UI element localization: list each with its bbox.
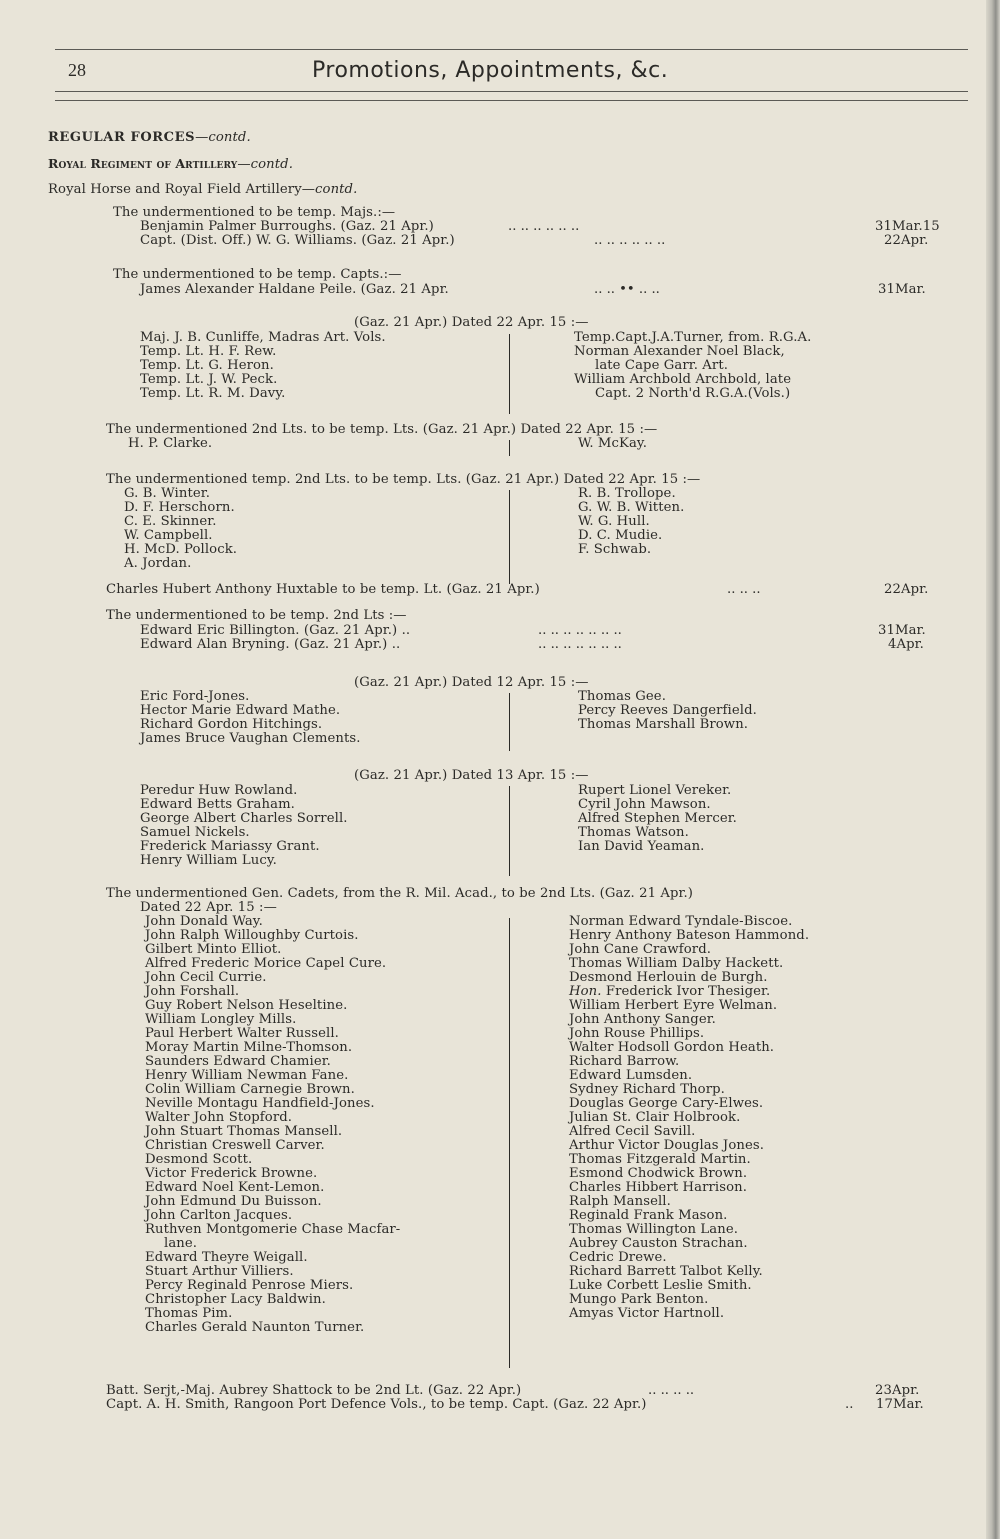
cadet-name: John Cecil Currie.	[145, 970, 267, 985]
cadet-name: Victor Frederick Browne.	[145, 1166, 318, 1181]
heading-royal-horse-field-artillery: Royal Horse and Royal Field Artillery—contd.	[48, 182, 358, 197]
entry-date: 17Mar.	[876, 1397, 924, 1412]
name-entry: Thomas Marshall Brown.	[578, 717, 749, 732]
cadet-name: Richard Barrett Talbot Kelly.	[569, 1264, 763, 1279]
cadet-name: John Edmund Du Buisson.	[145, 1194, 322, 1209]
leader-dots: .. .. .. .. .. .. ..	[538, 623, 622, 638]
name-entry: Temp.Capt.J.A.Turner, from. R.G.A.	[574, 330, 812, 345]
cadet-name: Richard Barrow.	[569, 1054, 680, 1069]
leader-dots: .. .. .. .. .. .. ..	[538, 637, 622, 652]
column-divider	[509, 918, 510, 1368]
book-spine-edge	[986, 0, 1000, 1539]
leader-dots: .. .. .. .. .. ..	[594, 233, 666, 248]
column-divider	[509, 440, 510, 456]
name-entry: Thomas Watson.	[578, 825, 689, 840]
entry-date: 22Apr.	[884, 233, 929, 248]
column-divider	[509, 490, 510, 584]
name-entry: Temp. Lt. J. W. Peck.	[140, 372, 278, 387]
entry-text: Capt. (Dist. Off.) W. G. Williams. (Gaz. 21 Apr.)	[140, 233, 455, 248]
cadet-name: Edward Theyre Weigall.	[145, 1250, 308, 1265]
header-top-rule	[55, 49, 968, 50]
name-entry: D. F. Herschorn.	[124, 500, 235, 515]
cadet-name: Ruthven Montgomerie Chase Macfar-	[145, 1222, 401, 1237]
cadet-name: Desmond Herlouin de Burgh.	[569, 970, 768, 985]
name-entry: Temp. Lt. G. Heron.	[140, 358, 274, 373]
cadet-name: Henry William Newman Fane.	[145, 1068, 349, 1083]
cadet-name: Henry Anthony Bateson Hammond.	[569, 928, 810, 943]
heading-regular-forces: REGULAR FORCES—contd.	[48, 130, 251, 145]
cadet-name: John Carlton Jacques.	[145, 1208, 293, 1223]
name-entry: Temp. Lt. R. M. Davy.	[140, 386, 286, 401]
cadet-name: Desmond Scott.	[145, 1152, 253, 1167]
name-entry: Henry William Lucy.	[140, 853, 277, 868]
cadet-name: Walter John Stopford.	[145, 1110, 293, 1125]
name-entry: James Bruce Vaughan Clements.	[140, 731, 361, 746]
entry-text: Edward Eric Billington. (Gaz. 21 Apr.) ..	[140, 623, 411, 638]
entry-date: 31Mar.	[878, 282, 926, 297]
cadet-name: Alfred Cecil Savill.	[569, 1124, 696, 1139]
name-entry: Eric Ford-Jones.	[140, 689, 250, 704]
cadet-name: Julian St. Clair Holbrook.	[569, 1110, 741, 1125]
name-entry: Cyril John Mawson.	[578, 797, 711, 812]
cadet-name: Luke Corbett Leslie Smith.	[569, 1278, 752, 1293]
name-entry: Maj. J. B. Cunliffe, Madras Art. Vols.	[140, 330, 386, 345]
name-entry: A. Jordan.	[124, 556, 192, 571]
cadet-name: Colin William Carnegie Brown.	[145, 1082, 355, 1097]
cadet-name: John Anthony Sanger.	[569, 1012, 716, 1027]
cadet-name: William Herbert Eyre Welman.	[569, 998, 778, 1013]
cadet-name-continuation: lane.	[164, 1236, 198, 1251]
name-entry: W. Campbell.	[124, 528, 213, 543]
name-entry: C. E. Skinner.	[124, 514, 217, 529]
column-divider	[509, 334, 510, 414]
name-entry: Thomas Gee.	[578, 689, 666, 704]
cadet-name: Paul Herbert Walter Russell.	[145, 1026, 339, 1041]
leader-dots: .. .. .. .. .. ..	[508, 219, 580, 234]
leader-dots: .. .. ..	[727, 582, 761, 597]
leader-dots: .. .. .. ..	[648, 1383, 695, 1398]
cadet-name: Neville Montagu Handfield-Jones.	[145, 1096, 375, 1111]
section-intro-capts: The undermentioned to be temp. Capts.:—	[113, 267, 402, 282]
name-entry: R. B. Trollope.	[578, 486, 676, 501]
cadet-name: Thomas Fitzgerald Martin.	[569, 1152, 751, 1167]
cadet-name: John Rouse Phillips.	[569, 1026, 705, 1041]
cadet-name: Thomas William Dalby Hackett.	[569, 956, 784, 971]
entry-text: Charles Hubert Anthony Huxtable to be temp. Lt. (Gaz. 21 Apr.)	[106, 582, 540, 597]
cadet-name: Christian Creswell Carver.	[145, 1138, 325, 1153]
entry-date: 23Apr.	[875, 1383, 920, 1398]
cadet-name: John Stuart Thomas Mansell.	[145, 1124, 343, 1139]
name-entry: G. W. B. Witten.	[578, 500, 685, 515]
cadet-name: Saunders Edward Chamier.	[145, 1054, 331, 1069]
cadet-name: John Ralph Willoughby Curtois.	[145, 928, 359, 943]
leader-dots: .. .. •• .. ..	[594, 282, 660, 297]
name-entry: Alfred Stephen Mercer.	[578, 811, 737, 826]
cadet-name: Douglas George Cary-Elwes.	[569, 1096, 764, 1111]
cadet-name: Thomas Pim.	[145, 1306, 233, 1321]
section-intro: The undermentioned Gen. Cadets, from the R. Mil. Acad., to be 2nd Lts. (Gaz. 21 Apr.)	[106, 886, 694, 901]
header-rule-1	[55, 91, 968, 92]
name-entry: H. McD. Pollock.	[124, 542, 238, 557]
cadet-name: Moray Martin Milne-Thomson.	[145, 1040, 353, 1055]
name-entry: Frederick Mariassy Grant.	[140, 839, 320, 854]
name-entry: Percy Reeves Dangerfield.	[578, 703, 757, 718]
cadet-name: Edward Noel Kent-Lemon.	[145, 1180, 325, 1195]
cadet-name: Charles Gerald Naunton Turner.	[145, 1320, 365, 1335]
cadet-name: John Donald Way.	[145, 914, 263, 929]
section-intro-majs: The undermentioned to be temp. Majs.:—	[113, 205, 396, 220]
group-header: (Gaz. 21 Apr.) Dated 13 Apr. 15 :—	[354, 768, 589, 783]
name-entry: G. B. Winter.	[124, 486, 211, 501]
page-number: 28	[68, 60, 86, 80]
name-entry: Richard Gordon Hitchings.	[140, 717, 323, 732]
name-entry: George Albert Charles Sorrell.	[140, 811, 348, 826]
cadet-name: Walter Hodsoll Gordon Heath.	[569, 1040, 775, 1055]
cadet-name: Amyas Victor Hartnoll.	[569, 1306, 725, 1321]
header-rule-2	[55, 100, 968, 101]
running-title: Promotions, Appointments, &c.	[312, 58, 669, 83]
cadet-name: Esmond Chodwick Brown.	[569, 1166, 748, 1181]
cadet-name: Reginald Frank Mason.	[569, 1208, 728, 1223]
name-entry: Edward Betts Graham.	[140, 797, 295, 812]
name-entry: Norman Alexander Noel Black,	[574, 344, 785, 359]
cadet-name: John Cane Crawford.	[569, 942, 712, 957]
entry-text: James Alexander Haldane Peile. (Gaz. 21 Apr.	[140, 282, 449, 297]
name-entry: Rupert Lionel Vereker.	[578, 783, 732, 798]
name-entry: Peredur Huw Rowland.	[140, 783, 298, 798]
name-entry: W. G. Hull.	[578, 514, 650, 529]
cadet-name: Sydney Richard Thorp.	[569, 1082, 725, 1097]
heading-royal-regiment-artillery: Royal Regiment of Artillery—contd.	[48, 156, 293, 172]
entry-text: Batt. Serjt,-Maj. Aubrey Shattock to be 2nd Lt. (Gaz. 22 Apr.)	[106, 1383, 522, 1398]
cadet-name: Ralph Mansell.	[569, 1194, 671, 1209]
leader-dots: ..	[845, 1397, 854, 1412]
cadet-name: Edward Lumsden.	[569, 1068, 693, 1083]
cadet-name: Norman Edward Tyndale-Biscoe.	[569, 914, 793, 929]
name-entry: Hector Marie Edward Mathe.	[140, 703, 341, 718]
cadet-name: Mungo Park Benton.	[569, 1292, 709, 1307]
cadet-name: Cedric Drewe.	[569, 1250, 667, 1265]
entry-date: 4Apr.	[888, 637, 924, 652]
cadet-name: Aubrey Causton Strachan.	[569, 1236, 748, 1251]
cadet-name: Percy Reginald Penrose Miers.	[145, 1278, 354, 1293]
column-divider	[509, 786, 510, 876]
entry-date: 31Mar.15	[875, 219, 940, 234]
entry-text: Edward Alan Bryning. (Gaz. 21 Apr.) ..	[140, 637, 401, 652]
cadet-name: Guy Robert Nelson Heseltine.	[145, 998, 348, 1013]
name-entry: Temp. Lt. H. F. Rew.	[140, 344, 277, 359]
name-entry: William Archbold Archbold, late	[574, 372, 792, 387]
entry-text: Benjamin Palmer Burroughs. (Gaz. 21 Apr.)	[140, 219, 434, 234]
cadet-name: Gilbert Minto Elliot.	[145, 942, 282, 957]
entry-date: 31Mar.	[878, 623, 926, 638]
cadet-name: Arthur Victor Douglas Jones.	[569, 1138, 765, 1153]
group-header: (Gaz. 21 Apr.) Dated 22 Apr. 15 :—	[354, 315, 589, 330]
section-intro: The undermentioned to be temp. 2nd Lts :—	[106, 608, 407, 623]
section-intro: The undermentioned 2nd Lts. to be temp. Lts. (Gaz. 21 Apr.) Dated 22 Apr. 15 :—	[106, 422, 658, 437]
entry-date: 22Apr.	[884, 582, 929, 597]
cadet-name: William Longley Mills.	[145, 1012, 297, 1027]
name-entry: Ian David Yeaman.	[578, 839, 705, 854]
cadet-name: John Forshall.	[145, 984, 240, 999]
entry-text: Capt. A. H. Smith, Rangoon Port Defence Vols., to be temp. Capt. (Gaz. 22 Apr.)	[106, 1397, 647, 1412]
name-entry: D. C. Mudie.	[578, 528, 663, 543]
name-entry: W. McKay.	[578, 436, 648, 451]
group-header: (Gaz. 21 Apr.) Dated 12 Apr. 15 :—	[354, 675, 589, 690]
name-entry: F. Schwab.	[578, 542, 652, 557]
name-entry: Samuel Nickels.	[140, 825, 250, 840]
cadet-name: Alfred Frederic Morice Capel Cure.	[145, 956, 387, 971]
cadet-name: Hon. Frederick Ivor Thesiger.	[569, 984, 771, 999]
cadet-name: Christopher Lacy Baldwin.	[145, 1292, 326, 1307]
section-dated: Dated 22 Apr. 15 :—	[140, 900, 277, 915]
column-divider	[509, 693, 510, 751]
name-entry: late Cape Garr. Art.	[595, 358, 729, 373]
name-entry: Capt. 2 North'd R.G.A.(Vols.)	[595, 386, 791, 401]
cadet-name: Charles Hibbert Harrison.	[569, 1180, 748, 1195]
cadet-name: Stuart Arthur Villiers.	[145, 1264, 294, 1279]
section-intro: The undermentioned temp. 2nd Lts. to be temp. Lts. (Gaz. 21 Apr.) Dated 22 Apr. 15 :—	[106, 472, 701, 487]
name-entry: H. P. Clarke.	[128, 436, 213, 451]
cadet-name: Thomas Willington Lane.	[569, 1222, 739, 1237]
